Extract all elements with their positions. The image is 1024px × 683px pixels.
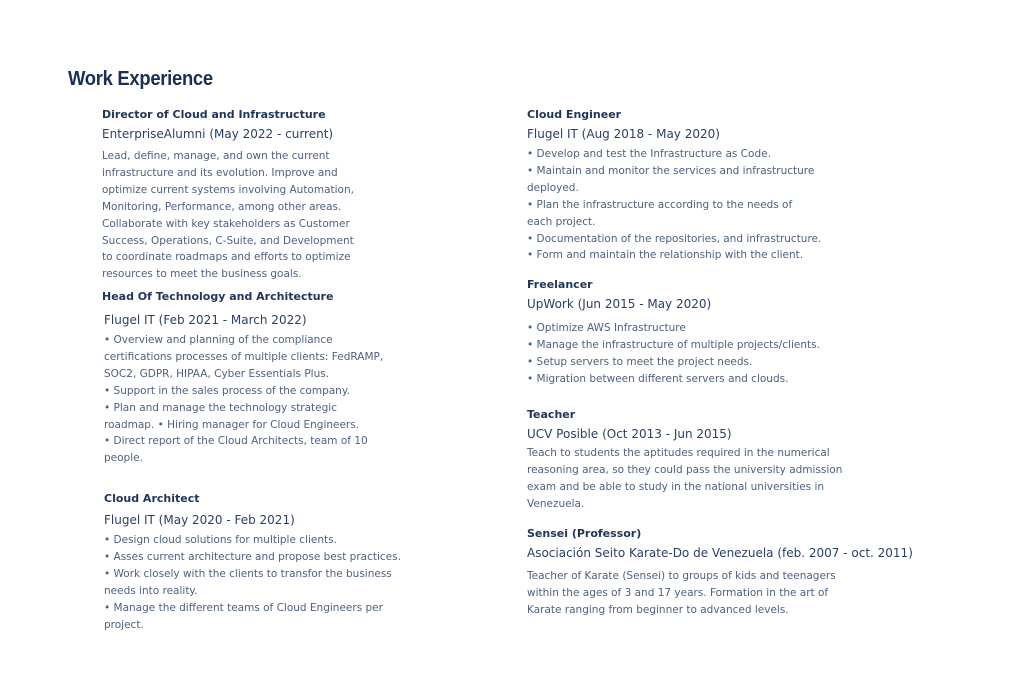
- job-teacher: [527, 408, 842, 513]
- job-title: Head Of Technology and Architecture: [102, 290, 334, 303]
- job-company: Flugel IT (Aug 2018 - May 2020): [527, 127, 720, 141]
- job-title: Cloud Engineer: [527, 108, 622, 121]
- job-head-of-technology: [102, 290, 383, 467]
- job-description: Lead, define, manage, and own the current infrastructure and its evolution. Improve and optimize current systems involving Automation, Monitoring, Performance, among other areas. Collaborate with key stakeholders as Customer Success, Operations, C-Suite, and Development to coordinate roadmaps and efforts to optimize resources to meet the business goals.: [102, 150, 354, 281]
- job-title: Teacher: [527, 408, 576, 421]
- job-title: Cloud Architect: [104, 492, 200, 505]
- job-freelancer: [527, 278, 820, 388]
- job-company: EnterpriseAlumni (May 2022 - current): [102, 127, 334, 141]
- job-sensei: [527, 527, 913, 619]
- job-description: Teacher of Karate (Sensei) to groups of kids and teenagers within the ages of 3 and 17 years. Formation in the art of Karate ranging from beginner to advanced levels.: [527, 570, 836, 616]
- job-description: • Design cloud solutions for multiple clients. • Asses current architecture and propose best practices. • Work closely with the clients to transfor the business needs into reality. • Manage the different teams of Cloud Engineers per project.: [104, 534, 401, 631]
- job-description: • Optimize AWS Infrastructure • Manage the infrastructure of multiple projects/clients. • Setup servers to meet the project needs. • Migration between different servers and clouds.: [527, 322, 820, 385]
- job-title: Sensei (Professor): [527, 527, 642, 540]
- job-description: Teach to students the aptitudes required in the numerical reasoning area, so they could pass the university admission exam and be able to study in the national universities in Venezuela.: [527, 447, 843, 510]
- job-company: UCV Posible (Oct 2013 - Jun 2015): [527, 427, 732, 441]
- job-title: Director of Cloud and Infrastructure: [102, 108, 326, 121]
- job-cloud-architect: [104, 492, 401, 633]
- section-title: Work Experience: [68, 68, 213, 90]
- job-company: Flugel IT (May 2020 - Feb 2021): [104, 513, 295, 527]
- job-director-cloud: [102, 108, 354, 283]
- job-company: UpWork (Jun 2015 - May 2020): [527, 297, 712, 311]
- job-company: Flugel IT (Feb 2021 - March 2022): [104, 313, 307, 327]
- job-company: Asociación Seito Karate-Do de Venezuela (feb. 2007 - oct. 2011): [527, 546, 913, 560]
- job-description: • Overview and planning of the compliance certifications processes of multiple clients: FedRAMP, SOC2, GDPR, HIPAA, Cyber Essentials Plus. • Support in the sales process of the company. • Plan and manage the technology strategic roadmap. • Hiring manager for Cloud Engineers. • Direct report of the Cloud Architects, team of 10 people.: [104, 334, 384, 465]
- job-title: Freelancer: [527, 278, 593, 291]
- job-cloud-engineer: [527, 108, 821, 264]
- job-description: • Develop and test the Infrastructure as Code. • Maintain and monitor the services and infrastructure deployed. • Plan the infrastructure according to the needs of each project. • Documentation of the repositories, and infrastructure. • Form and maintain the relationship with the client.: [527, 148, 822, 262]
